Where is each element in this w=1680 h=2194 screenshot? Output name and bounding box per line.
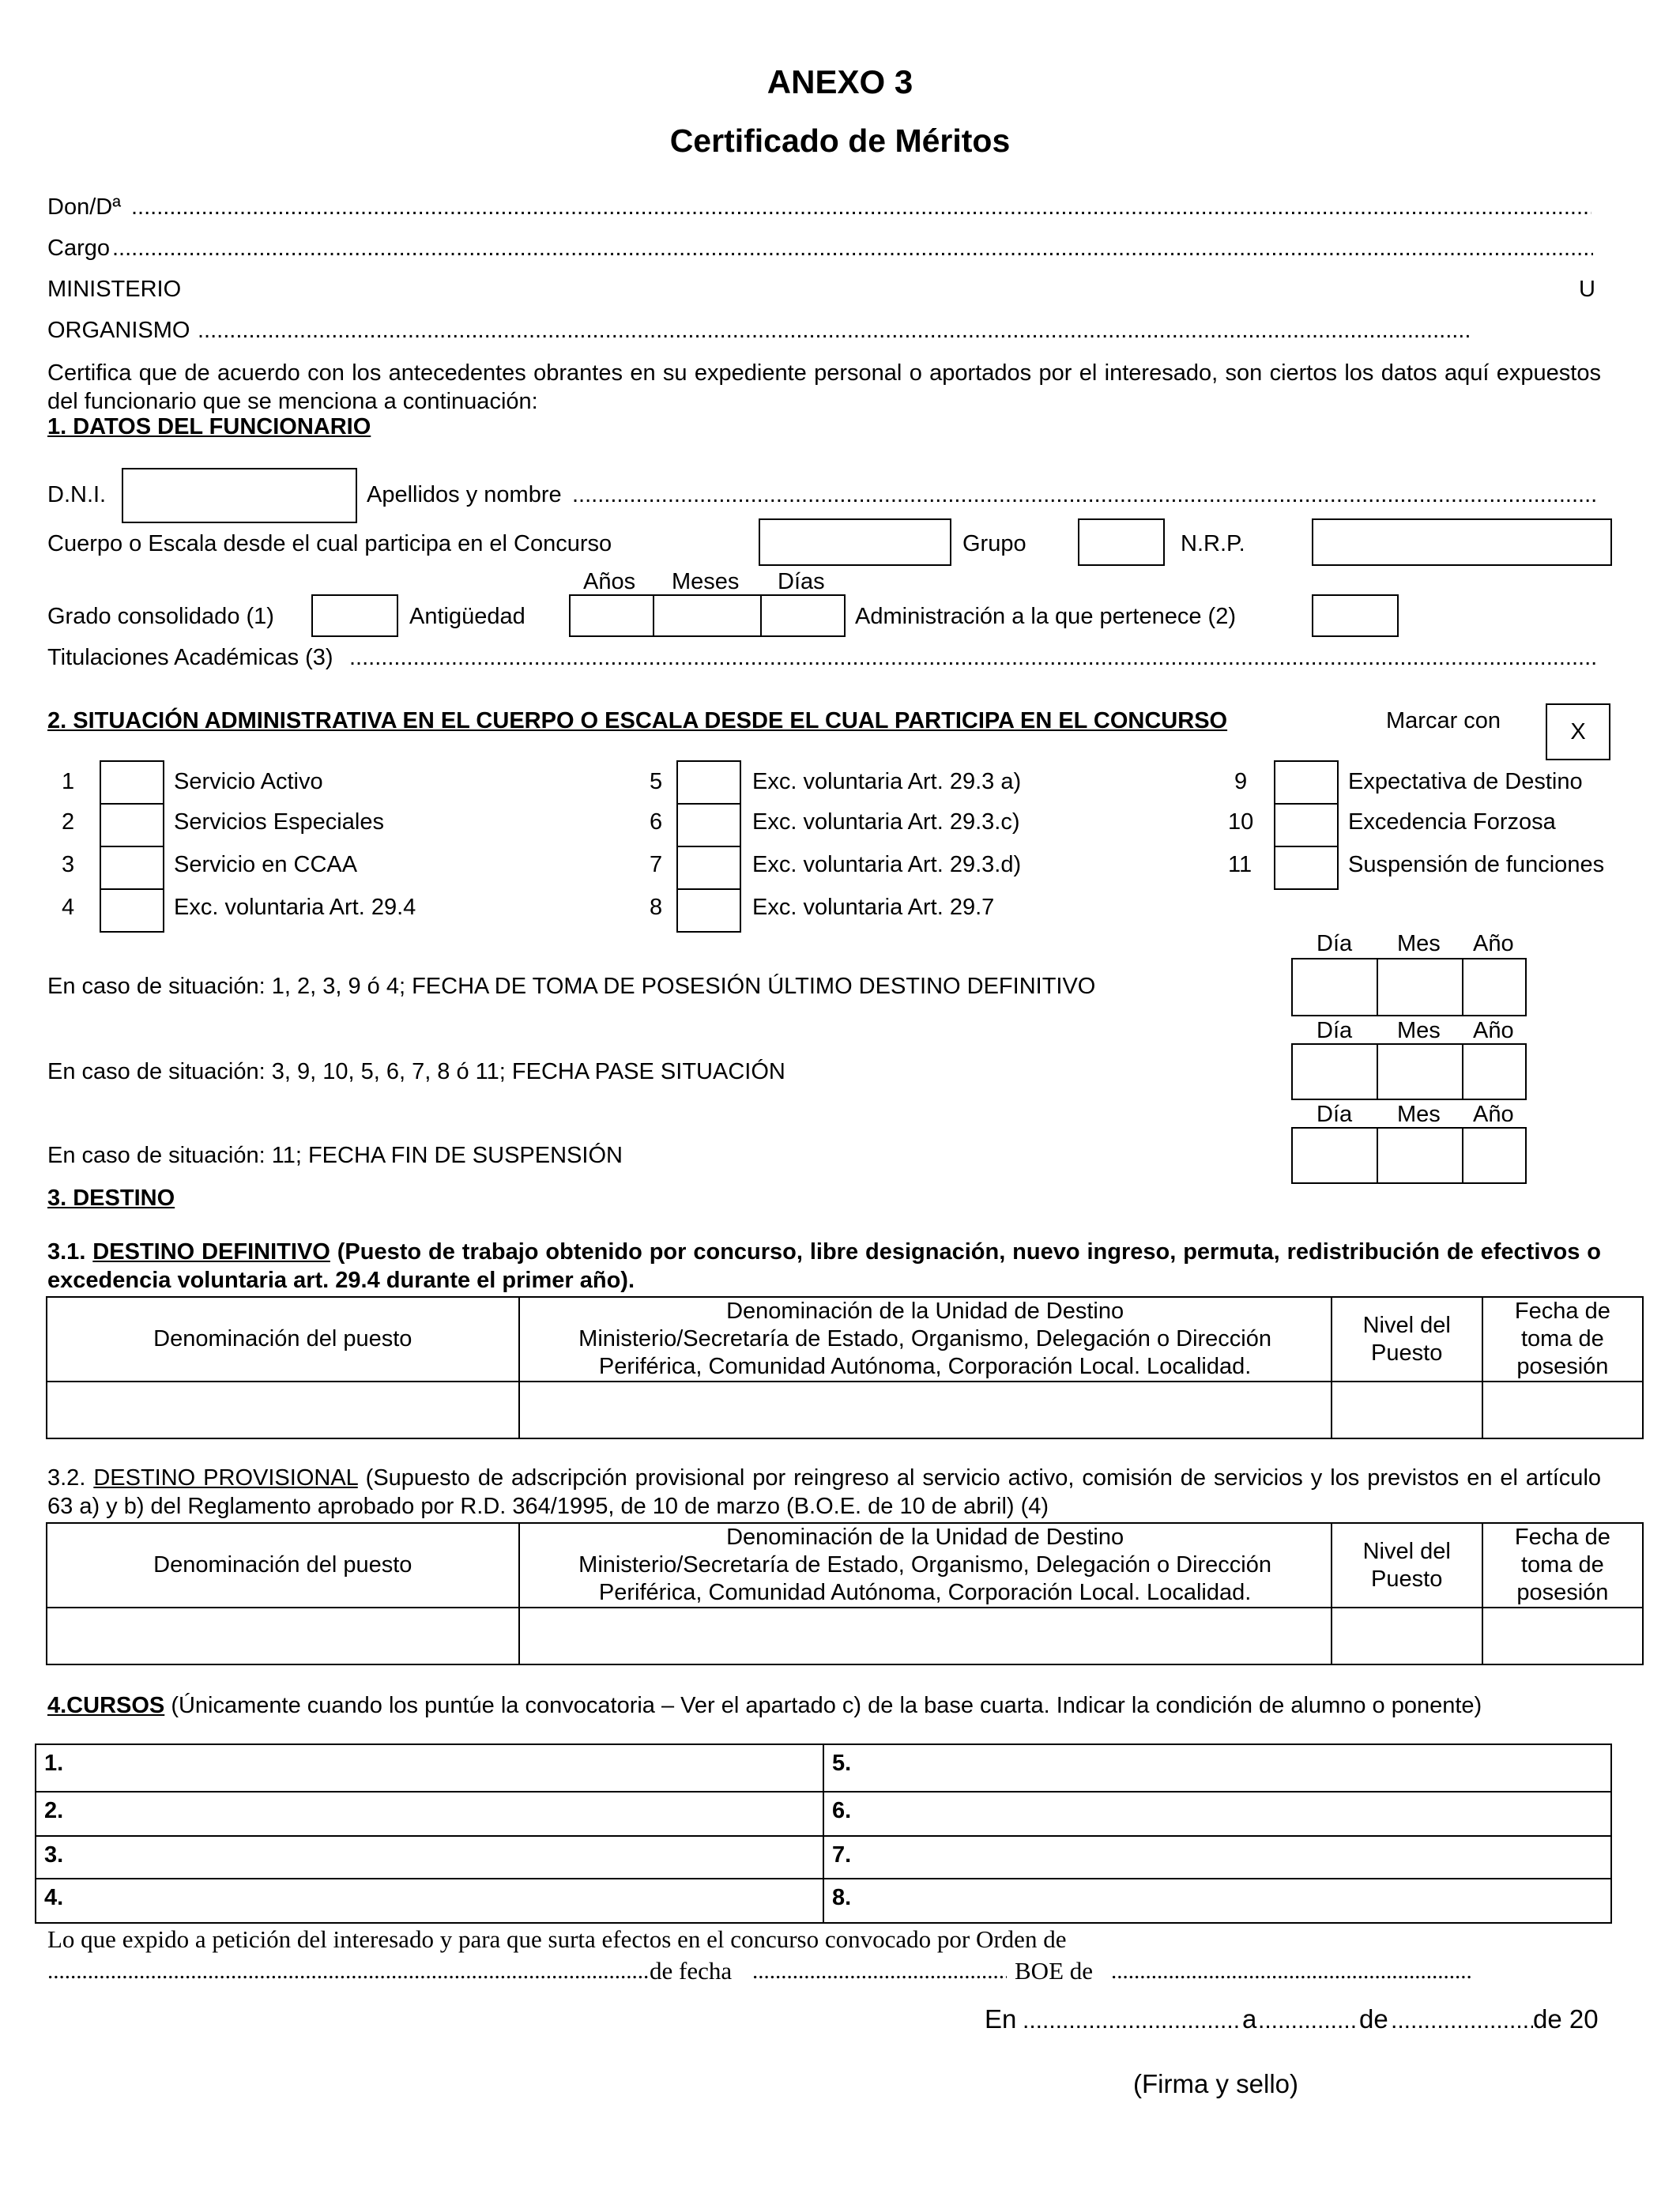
don-label: Don/Dª — [47, 194, 121, 220]
sit-num-9: 9 — [1234, 769, 1248, 794]
dni-box[interactable] — [122, 468, 357, 523]
col-puesto: Denominación del puesto — [47, 1297, 519, 1382]
col-fecha-3: posesión — [1516, 1580, 1609, 1605]
curso-cell-7[interactable]: 7. — [823, 1836, 1611, 1879]
sit-box-3[interactable] — [100, 846, 164, 890]
sit-box-5[interactable] — [676, 760, 741, 805]
certifica-text: Certifica que de acuerdo con los antecedentes obrantes en su expediente personal o aportados por el interesado, son ciertos los datos aquí expuestos del funcionario que se menciona a continuación: — [47, 360, 1601, 414]
col-nivel-1: Nivel del — [1362, 1312, 1451, 1338]
destino-definitivo-table — [46, 1296, 1644, 1439]
fecha1-anio-box[interactable] — [1462, 958, 1527, 1016]
curso-cell-4[interactable]: 4. — [36, 1879, 823, 1923]
prov-title: DESTINO PROVISIONAL — [93, 1465, 358, 1491]
fecha1-text: En caso de situación: 1, 2, 3, 9 ó 4; FECHA DE TOMA DE POSESIÓN ÚLTIMO DESTINO DEFINITIVO — [47, 974, 1096, 999]
def-fecha-cell[interactable] — [1482, 1382, 1643, 1438]
nrp-box[interactable] — [1312, 518, 1612, 566]
section4-heading: 4.CURSOS — [47, 1693, 165, 1718]
fecha3-anio-box[interactable] — [1462, 1127, 1527, 1184]
section2-heading: 2. SITUACIÓN ADMINISTRATIVA EN EL CUERPO O ESCALA DESDE EL CUAL PARTICIPA EN EL CONCURSO — [47, 708, 1228, 733]
sit-num-4: 4 — [62, 895, 75, 920]
cargo-label: Cargo — [47, 236, 110, 261]
meses-label: Meses — [672, 569, 740, 594]
sit-label-3: Servicio en CCAA — [174, 852, 358, 877]
grupo-box[interactable] — [1078, 518, 1165, 566]
dni-label: D.N.I. — [47, 482, 107, 507]
grado-box[interactable] — [311, 594, 398, 637]
sit-num-7: 7 — [650, 852, 663, 877]
fecha3-dia-label: Día — [1317, 1102, 1353, 1127]
de20-label: de 20 — [1533, 2004, 1599, 2034]
curso-cell-2[interactable]: 2. — [36, 1792, 823, 1836]
col-unidad-1: Denominación de la Unidad de Destino — [726, 1299, 1124, 1324]
def-unidad-cell[interactable] — [519, 1382, 1332, 1438]
sit-label-1: Servicio Activo — [174, 769, 323, 794]
firma-label: (Firma y sello) — [1133, 2069, 1299, 2098]
fecha3-mes-label: Mes — [1397, 1102, 1441, 1127]
fecha3-text: En caso de situación: 11; FECHA FIN DE SUSPENSIÓN — [47, 1143, 623, 1168]
curso-cell-8[interactable]: 8. — [823, 1879, 1611, 1923]
sit-num-1: 1 — [62, 769, 75, 794]
sit-label-4: Exc. voluntaria Art. 29.4 — [174, 895, 416, 920]
section1-heading: 1. DATOS DEL FUNCIONARIO — [47, 414, 371, 439]
col-fecha-3: posesión — [1516, 1354, 1609, 1379]
de-fecha-label: de fecha — [650, 1957, 733, 1985]
don-field[interactable] — [131, 194, 1591, 221]
col-fecha — [1482, 1297, 1643, 1382]
fecha1-dia-box[interactable] — [1291, 958, 1378, 1016]
curso-cell-1[interactable]: 1. — [36, 1744, 823, 1792]
cuerpo-box[interactable] — [759, 518, 951, 566]
col-fecha-2: toma de — [1520, 1552, 1604, 1578]
sit-label-11: Suspensión de funciones — [1348, 852, 1605, 877]
fecha2-anio-label: Año — [1473, 1018, 1514, 1043]
antiguedad-label: Antigüedad — [409, 604, 525, 629]
def-num: 3.1. — [47, 1239, 86, 1265]
col-unidad-1: Denominación de la Unidad de Destino — [726, 1525, 1124, 1550]
destino-provisional-text — [47, 1464, 1601, 1521]
fecha2-mes-label: Mes — [1397, 1018, 1441, 1043]
ministerio-u: U — [1579, 277, 1595, 302]
orden-field[interactable] — [47, 1958, 648, 1985]
sit-num-5: 5 — [650, 769, 663, 794]
col-unidad-2: Ministerio/Secretaría de Estado, Organismo, Delegación o Dirección — [578, 1552, 1272, 1578]
sit-box-11[interactable] — [1274, 846, 1339, 890]
col-unidad-2: Ministerio/Secretaría de Estado, Organismo, Delegación o Dirección — [578, 1326, 1272, 1351]
anios-label: Años — [583, 569, 636, 594]
col-unidad-3: Periférica, Comunidad Autónoma, Corporación Local. Localidad. — [598, 1354, 1252, 1379]
organismo-field[interactable] — [198, 318, 1471, 344]
curso-cell-6[interactable]: 6. — [823, 1792, 1611, 1836]
fecha2-dia-box[interactable] — [1291, 1043, 1378, 1100]
annex-title: ANEXO 3 — [767, 63, 913, 100]
cargo-field[interactable] — [112, 236, 1593, 262]
en-field[interactable] — [1023, 2007, 1241, 2034]
ministerio-label: MINISTERIO — [47, 277, 182, 302]
destino-definitivo-text — [47, 1238, 1601, 1295]
fecha-field[interactable] — [752, 1958, 1007, 1985]
fecha2-anio-box[interactable] — [1462, 1043, 1527, 1100]
boe-field[interactable] — [1111, 1958, 1471, 1985]
administracion-box[interactable] — [1312, 594, 1399, 637]
fecha1-dia-label: Día — [1317, 931, 1353, 956]
sit-num-6: 6 — [650, 809, 663, 835]
col-nivel — [1332, 1297, 1482, 1382]
marcar-x-text: X — [1570, 719, 1586, 745]
a-field[interactable] — [1258, 2007, 1358, 2034]
sit-box-4[interactable] — [100, 888, 164, 933]
de-field[interactable] — [1391, 2007, 1533, 2034]
col-fecha-2: toma de — [1520, 1326, 1604, 1351]
sit-num-3: 3 — [62, 852, 75, 877]
def-nivel-cell[interactable] — [1332, 1382, 1482, 1438]
prov-unidad-cell[interactable] — [519, 1608, 1332, 1664]
fecha3-mes-box[interactable] — [1377, 1127, 1463, 1184]
sit-box-2[interactable] — [100, 803, 164, 847]
marcar-label: Marcar con — [1386, 708, 1501, 733]
grado-label: Grado consolidado (1) — [47, 604, 274, 629]
section4-line — [47, 1693, 1482, 1719]
sit-label-7: Exc. voluntaria Art. 29.3.d) — [752, 852, 1022, 877]
sit-num-2: 2 — [62, 809, 75, 835]
prov-num: 3.2. — [47, 1465, 86, 1491]
apellidos-label: Apellidos y nombre — [367, 482, 562, 507]
titulaciones-field[interactable] — [349, 645, 1596, 671]
footer-line1: Lo que expido a petición del interesado y para que surta efectos en el concurso convocado por Orden de — [47, 1925, 1067, 1953]
grupo-label: Grupo — [962, 531, 1026, 556]
col-puesto: Denominación del puesto — [47, 1523, 519, 1608]
fecha1-mes-label: Mes — [1397, 931, 1441, 956]
sit-label-6: Exc. voluntaria Art. 29.3.c) — [752, 809, 1020, 835]
destino-provisional-table — [46, 1522, 1644, 1665]
col-nivel-2: Puesto — [1371, 1566, 1443, 1592]
fecha2-dia-label: Día — [1317, 1018, 1353, 1043]
section4-desc: (Únicamente cuando los puntúe la convocatoria – Ver el apartado c) de la base cuarta. Indicar la condición de alumno o ponente) — [171, 1693, 1482, 1718]
en-label: En — [985, 2004, 1017, 2034]
organismo-label: ORGANISMO — [47, 318, 190, 343]
col-unidad — [519, 1297, 1332, 1382]
def-desc: (Puesto de trabajo obtenido por concurso, libre designación, nuevo ingreso, permuta, redistribución de efectivos o excedencia voluntaria art. 29.4 durante el primer año). — [47, 1239, 1601, 1293]
sit-box-8[interactable] — [676, 888, 741, 933]
page-title: Certificado de Méritos — [669, 123, 1011, 159]
fecha2-text: En caso de situación: 3, 9, 10, 5, 6, 7, 8 ó 11; FECHA PASE SITUACIÓN — [47, 1059, 785, 1084]
sit-box-9[interactable] — [1274, 760, 1339, 805]
sit-box-1[interactable] — [100, 760, 164, 805]
dias-label: Días — [778, 569, 825, 594]
curso-cell-3[interactable]: 3. — [36, 1836, 823, 1879]
fecha1-mes-box[interactable] — [1377, 958, 1463, 1016]
sit-box-6[interactable] — [676, 803, 741, 847]
apellidos-field[interactable] — [572, 482, 1596, 508]
boe-de-label: BOE de — [1015, 1957, 1094, 1985]
prov-puesto-cell[interactable] — [47, 1608, 519, 1664]
section3-heading: 3. DESTINO — [47, 1186, 175, 1211]
a-label: a — [1242, 2004, 1257, 2034]
curso-cell-5[interactable]: 5. — [823, 1744, 1611, 1792]
prov-nivel-cell[interactable] — [1332, 1608, 1482, 1664]
prov-fecha-cell[interactable] — [1482, 1608, 1643, 1664]
col-unidad — [519, 1523, 1332, 1608]
col-nivel-2: Puesto — [1371, 1340, 1443, 1366]
sit-label-2: Servicios Especiales — [174, 809, 384, 835]
marcar-x-box — [1546, 703, 1610, 760]
cuerpo-label: Cuerpo o Escala desde el cual participa en el Concurso — [47, 531, 612, 556]
col-fecha — [1482, 1523, 1643, 1608]
sit-num-10: 10 — [1228, 809, 1254, 835]
sit-num-11: 11 — [1228, 852, 1252, 877]
antiguedad-meses-box[interactable] — [653, 594, 762, 637]
antiguedad-anios-box[interactable] — [569, 594, 654, 637]
col-fecha-1: Fecha de — [1514, 1525, 1610, 1550]
sit-box-7[interactable] — [676, 846, 741, 890]
fecha3-anio-label: Año — [1473, 1102, 1514, 1127]
sit-label-8: Exc. voluntaria Art. 29.7 — [752, 895, 995, 920]
antiguedad-dias-box[interactable] — [760, 594, 846, 637]
def-puesto-cell[interactable] — [47, 1382, 519, 1438]
sit-label-9: Expectativa de Destino — [1348, 769, 1583, 794]
sit-box-10[interactable] — [1274, 803, 1339, 847]
prov-desc: (Supuesto de adscripción provisional por reingreso al servicio activo, comisión de servicios y los previstos en el artículo 63 a) y b) del Reglamento aprobado por R.D. 364/1995, de 10 de marzo (B.O.E. de 10 de abril) (4) — [47, 1465, 1602, 1519]
sit-label-10: Excedencia Forzosa — [1348, 809, 1556, 835]
administracion-label: Administración a la que pertenece (2) — [855, 604, 1236, 629]
de-label: de — [1359, 2004, 1388, 2034]
col-unidad-3: Periférica, Comunidad Autónoma, Corporación Local. Localidad. — [598, 1580, 1252, 1605]
col-nivel-1: Nivel del — [1362, 1538, 1451, 1564]
cursos-table — [35, 1744, 1612, 1924]
fecha3-dia-box[interactable] — [1291, 1127, 1378, 1184]
nrp-label: N.R.P. — [1181, 531, 1245, 556]
sit-num-8: 8 — [650, 895, 663, 920]
fecha1-anio-label: Año — [1473, 931, 1514, 956]
fecha2-mes-box[interactable] — [1377, 1043, 1463, 1100]
col-fecha-1: Fecha de — [1514, 1299, 1610, 1324]
titulaciones-label: Titulaciones Académicas (3) — [47, 645, 333, 670]
sit-label-5: Exc. voluntaria Art. 29.3 a) — [752, 769, 1022, 794]
col-nivel — [1332, 1523, 1482, 1608]
def-title: DESTINO DEFINITIVO — [92, 1239, 330, 1265]
